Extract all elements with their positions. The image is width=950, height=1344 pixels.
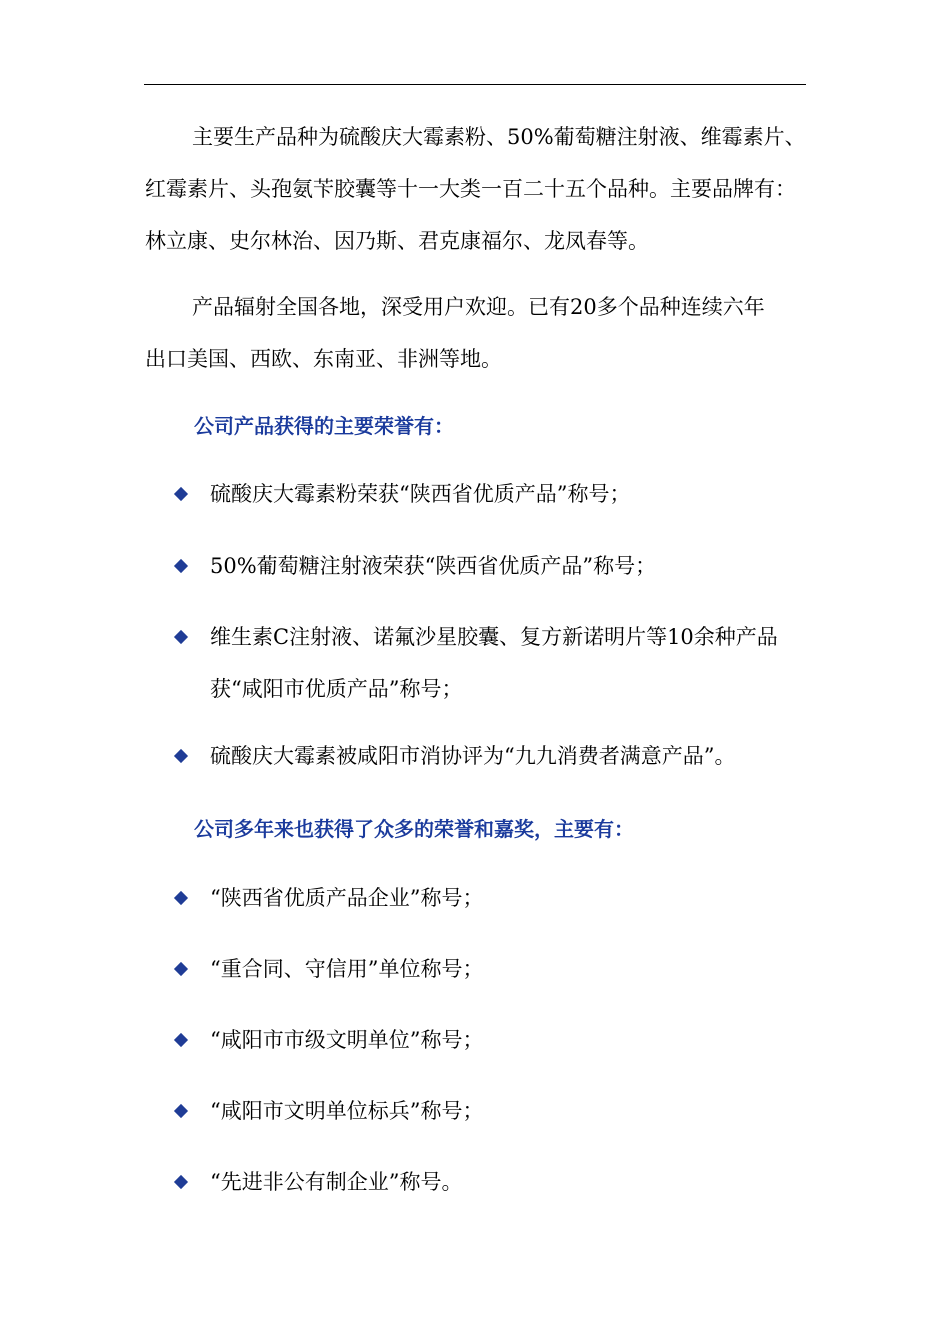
diamond-bullet-icon bbox=[174, 891, 188, 905]
section-1-item-2: 50%葡萄糖注射液荣获“陕西省优质产品”称号； bbox=[210, 554, 657, 578]
paragraph-1-line-2: 红霉素片、头孢氨苄胶囊等十一大类一百二十五个品种。主要品牌有： bbox=[145, 177, 796, 201]
section-2-item-2: “重合同、守信用”单位称号； bbox=[210, 957, 484, 981]
paragraph-1-line-3: 林立康、史尔林治、因乃斯、君克康福尔、龙凤春等。 bbox=[145, 229, 649, 253]
diamond-bullet-icon bbox=[174, 962, 188, 976]
section-2-item-5: “先进非公有制企业”称号。 bbox=[210, 1170, 463, 1194]
section-2-heading: 公司多年来也获得了众多的荣誉和嘉奖，主要有： bbox=[194, 817, 634, 841]
paragraph-2-line-1: 产品辐射全国各地，深受用户欢迎。已有20多个品种连续六年 bbox=[192, 295, 765, 319]
section-1-item-3: 维生素C注射液、诺氟沙星胶囊、复方新诺明片等10余种产品 bbox=[210, 625, 778, 649]
diamond-bullet-icon bbox=[174, 1033, 188, 1047]
section-2-item-3: “咸阳市市级文明单位”称号； bbox=[210, 1028, 484, 1052]
diamond-bullet-icon bbox=[174, 1104, 188, 1118]
paragraph-1-line-1: 主要生产品种为硫酸庆大霉素粉、50%葡萄糖注射液、维霉素片、 bbox=[192, 125, 806, 149]
section-1-item-1: 硫酸庆大霉素粉荣获“陕西省优质产品”称号； bbox=[210, 482, 631, 506]
section-1-item-4: 硫酸庆大霉素被咸阳市消协评为“九九消费者满意产品”。 bbox=[210, 744, 736, 768]
diamond-bullet-icon bbox=[174, 487, 188, 501]
diamond-bullet-icon bbox=[174, 749, 188, 763]
section-1-heading: 公司产品获得的主要荣誉有： bbox=[194, 414, 454, 438]
diamond-bullet-icon bbox=[174, 630, 188, 644]
paragraph-2-line-2: 出口美国、西欧、东南亚、非洲等地。 bbox=[145, 347, 502, 371]
diamond-bullet-icon bbox=[174, 1175, 188, 1189]
header-rule bbox=[144, 84, 806, 85]
section-2-item-4: “咸阳市文明单位标兵”称号； bbox=[210, 1099, 484, 1123]
section-1-item-3-continuation: 获“咸阳市优质产品”称号； bbox=[210, 677, 463, 701]
diamond-bullet-icon bbox=[174, 559, 188, 573]
section-2-item-1: “陕西省优质产品企业”称号； bbox=[210, 886, 484, 910]
